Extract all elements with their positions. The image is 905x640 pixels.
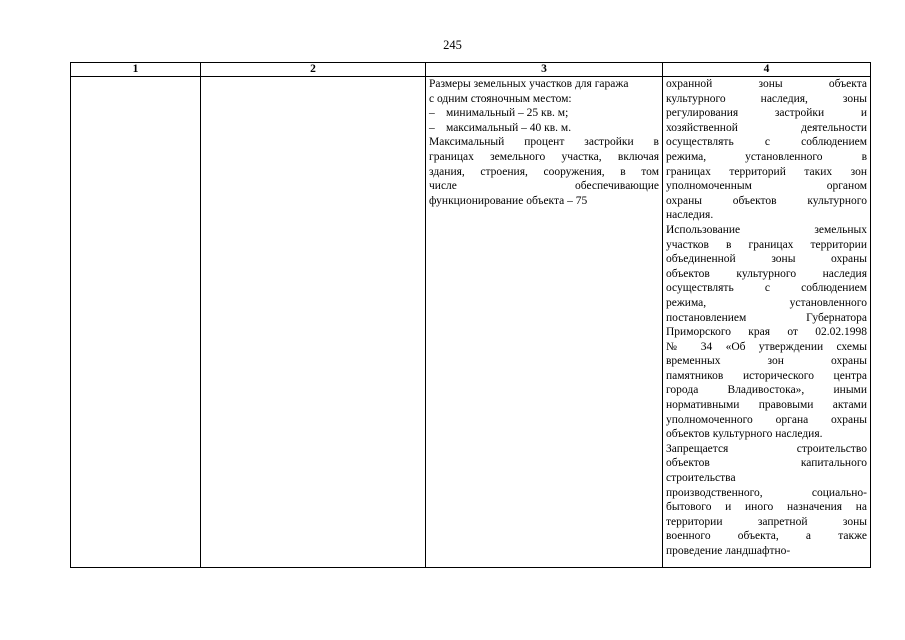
text-line: с одним стояночным местом:	[429, 92, 572, 105]
bullet-item-min	[429, 106, 659, 121]
column-header-3: 3	[426, 63, 663, 77]
text-line: функционирование объекта – 75	[429, 194, 588, 207]
text-line: объектов культурного наследия.	[666, 428, 823, 441]
text-line: Запрещается строительство	[666, 442, 867, 455]
bullet-text: минимальный – 25 кв. м;	[446, 107, 569, 120]
text-line: осуществлять с соблюдением	[666, 282, 867, 295]
text-line: режима, установленного	[666, 296, 867, 309]
bullet-item-max	[429, 121, 659, 136]
text-line: уполномоченного органа охраны	[666, 413, 867, 426]
text-line: здания, строения, сооружения, в том	[429, 165, 659, 178]
text-line: Приморского края от 02.02.1998	[666, 326, 867, 339]
text-line: военного объекта, а также	[666, 530, 867, 543]
text-line: нормативными правовыми актами	[666, 399, 867, 412]
text-line: границах земельного участка, включая	[429, 150, 659, 163]
text-line: охранной зоны объекта	[666, 78, 867, 90]
text-line: производственного, социально-	[666, 486, 867, 499]
text-line: культурного наследия, зоны	[666, 92, 867, 105]
page-number: 245	[443, 38, 462, 52]
cell-col-1	[71, 77, 201, 568]
text-line: бытового и иного назначения на	[666, 501, 867, 514]
paragraph-united-zone	[666, 223, 867, 442]
text-line: регулирования застройки и	[666, 107, 867, 120]
text-line: города Владивостока», иными	[666, 384, 867, 397]
garage-size-intro	[429, 77, 659, 106]
dash-marker: –	[429, 107, 435, 120]
table-header-row	[71, 63, 871, 77]
text-line: границах территорий таких зон	[666, 165, 867, 178]
dash-marker: –	[429, 121, 435, 134]
column-header-2: 2	[201, 63, 426, 77]
document-table	[70, 62, 871, 568]
text-line: Размеры земельных участков для гаража	[429, 78, 629, 90]
text-line: участков в границах территории	[666, 238, 867, 251]
bullet-text: максимальный – 40 кв. м.	[446, 121, 572, 134]
text-line: хозяйственной деятельности	[666, 121, 867, 134]
text-line: объектов капитального	[666, 457, 867, 470]
text-line: числе обеспечивающие	[429, 180, 659, 193]
text-line: охраны объектов культурного	[666, 194, 867, 207]
text-line: памятников исторического центра	[666, 369, 867, 382]
cell-col-2	[201, 77, 426, 568]
text-line: № 34 «Об утверждении схемы	[666, 340, 867, 353]
text-line: объединенной зоны охраны	[666, 253, 867, 266]
column-header-1: 1	[71, 63, 201, 77]
table-row	[71, 77, 871, 568]
cell-col-3	[426, 77, 663, 568]
text-line: уполномоченным органом	[666, 180, 867, 193]
coverage-percent-text	[429, 135, 659, 208]
cell-col-4	[663, 77, 871, 568]
text-line: объектов культурного наследия	[666, 267, 867, 280]
column-header-4: 4	[663, 63, 871, 77]
text-line: проведение ландшафтно-	[666, 545, 791, 557]
paragraph-military-zone	[666, 442, 867, 559]
text-line: осуществлять с соблюдением	[666, 136, 867, 149]
text-line: Максимальный процент застройки в	[429, 136, 659, 149]
paragraph-heritage-zone	[666, 77, 867, 223]
text-line: территории запретной зоны	[666, 515, 867, 528]
text-line: постановлением Губернатора	[666, 311, 867, 324]
text-line: временных зон охраны	[666, 355, 867, 368]
text-line: наследия.	[666, 209, 714, 222]
text-line: режима, установленного в	[666, 150, 867, 163]
text-line: Использование земельных	[666, 223, 867, 236]
text-line: строительства	[666, 472, 736, 485]
